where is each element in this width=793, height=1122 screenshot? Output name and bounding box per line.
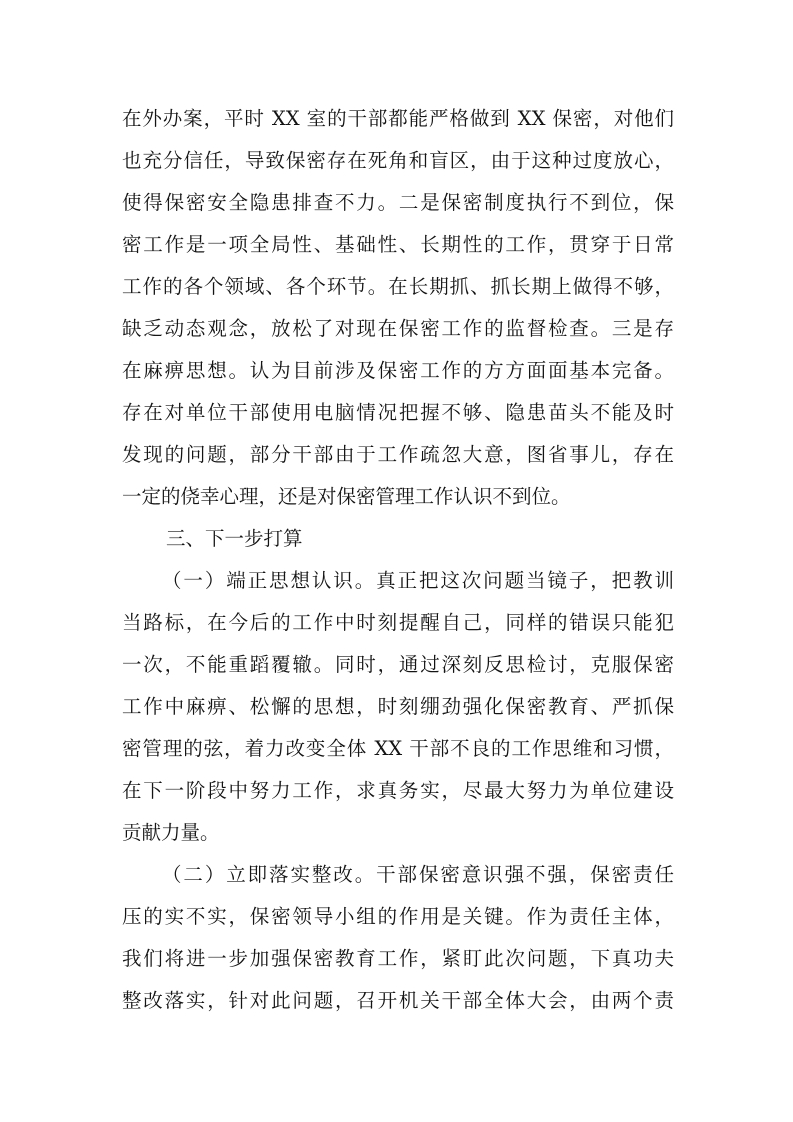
text-line: 密管理的弦，着力改变全体 XX 干部不良的工作思维和习惯， xyxy=(122,737,674,760)
text-line: 在外办案，平时 XX 室的干部都能严格做到 XX 保密，对他们 xyxy=(122,107,674,130)
paragraph-continuation xyxy=(122,98,674,518)
paragraph-rectification xyxy=(122,854,674,1022)
text-line: （一）端正思想认识。真正把这次问题当镜子，把教训 xyxy=(162,569,674,592)
paragraph-correct-thinking xyxy=(122,560,674,854)
text-line: 工作中麻痹、松懈的思想，时刻绷劲强化保密教育、严抓保 xyxy=(122,695,674,718)
text-line: 在下一阶段中努力工作，求真务实，尽最大努力为单位建设 xyxy=(122,779,674,802)
document-body xyxy=(122,98,674,1022)
text-line: 一次，不能重蹈覆辙。同时，通过深刻反思检讨，克服保密 xyxy=(122,653,674,676)
text-line: 密工作是一项全局性、基础性、长期性的工作，贯穿于日常 xyxy=(122,233,674,256)
text-line: 我们将进一步加强保密教育工作，紧盯此次问题，下真功夫 xyxy=(122,947,674,970)
text-line: （二）立即落实整改。干部保密意识强不强，保密责任 xyxy=(162,863,674,886)
text-line: 发现的问题，部分干部由于工作疏忽大意，图省事儿，存在 xyxy=(122,443,674,466)
text-line: 一定的侥幸心理，还是对保密管理工作认识不到位。 xyxy=(122,485,571,508)
text-line: 整改落实，针对此问题，召开机关干部全体大会，由两个责 xyxy=(122,989,674,1012)
text-line: 工作的各个领域、各个环节。在长期抓、抓长期上做得不够， xyxy=(122,275,674,298)
section-heading xyxy=(122,518,674,560)
text-line: 在麻痹思想。认为目前涉及保密工作的方方面面基本完备。 xyxy=(122,359,674,382)
text-line: 缺乏动态观念，放松了对现在保密工作的监督检查。三是存 xyxy=(122,317,674,340)
text-line: 当路标，在今后的工作中时刻提醒自己，同样的错误只能犯 xyxy=(122,611,674,634)
section-heading-text: 三、下一步打算 xyxy=(166,527,303,550)
text-line: 压的实不实，保密领导小组的作用是关键。作为责任主体， xyxy=(122,905,674,928)
text-line: 存在对单位干部使用电脑情况把握不够、隐患苗头不能及时 xyxy=(122,401,674,424)
text-line: 使得保密安全隐患排查不力。二是保密制度执行不到位，保 xyxy=(122,191,674,214)
text-line: 也充分信任，导致保密存在死角和盲区，由于这种过度放心， xyxy=(122,149,674,172)
text-line: 贡献力量。 xyxy=(122,821,220,844)
